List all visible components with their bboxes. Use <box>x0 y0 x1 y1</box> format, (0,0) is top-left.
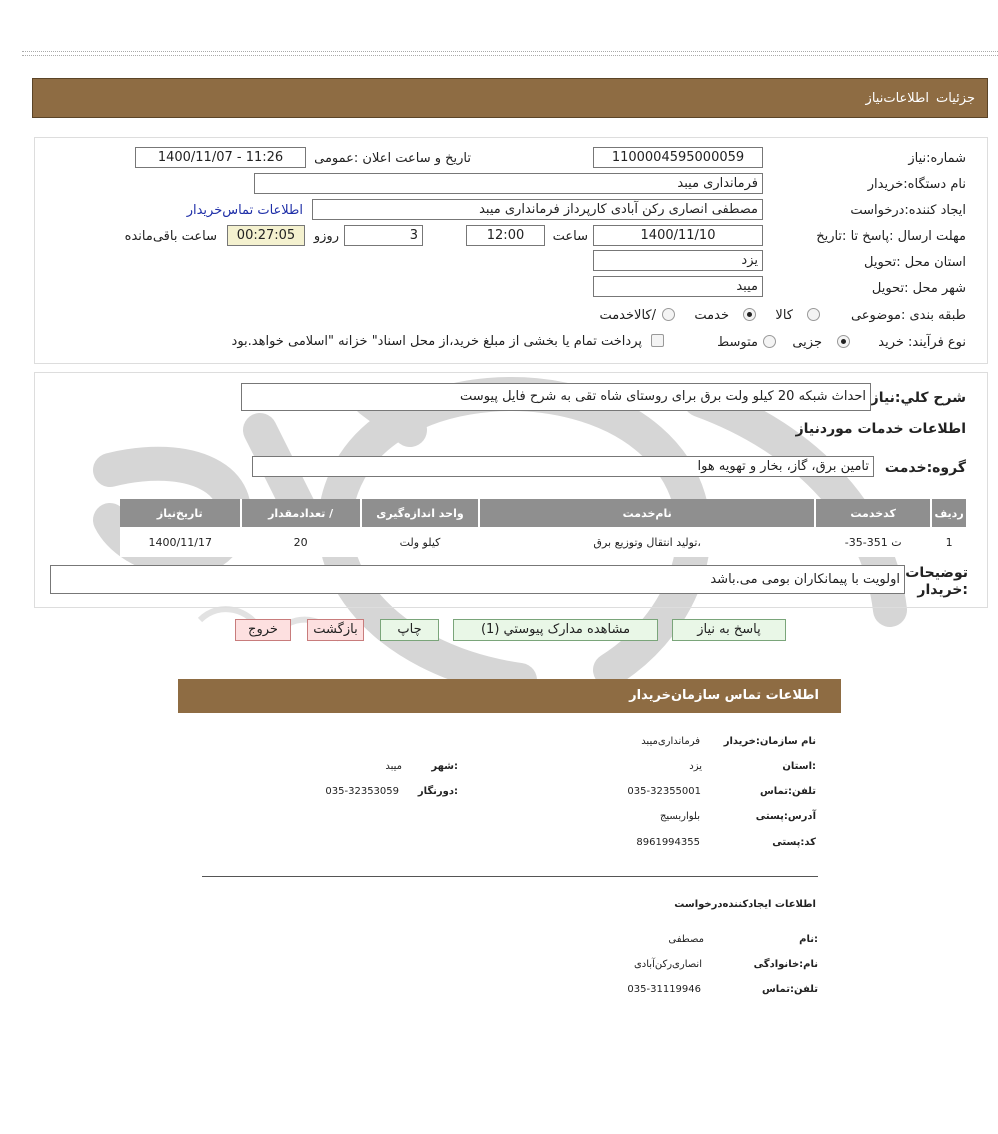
services-table-header <box>120 499 967 527</box>
category-service-radio[interactable] <box>743 308 756 321</box>
buyer-contact-title: اطلاعات تماس سازمان‌خریدار <box>629 688 819 703</box>
treasury-payment-note: پرداخت تمام یا بخشی از مبلغ خرید،از محل اسناد" خزانه "اسلامی خواهد.بود <box>231 334 642 349</box>
days-field[interactable]: 3 <box>344 225 423 246</box>
remaining-time-field: 00:27:05 <box>227 225 305 246</box>
row-service-code: ت 351-35- <box>815 527 931 557</box>
service-group-field: تامین برق، گاز، بخار و تهویه هوا <box>252 456 874 477</box>
need-number-label: شماره:نیاز <box>908 151 966 166</box>
view-attachments-button[interactable]: مشاهده مدارک پیوستي (1) <box>453 619 658 641</box>
process-minor-radio[interactable] <box>837 335 850 348</box>
treasury-payment-checkbox[interactable] <box>651 334 664 347</box>
need-info-panel <box>34 137 988 364</box>
top-divider <box>22 51 998 56</box>
creator-name-label: :نام <box>799 934 818 945</box>
category-both-label: /کالاخدمت <box>599 308 656 323</box>
print-button[interactable]: چاپ <box>380 619 439 641</box>
creator-phone-label: تلفن:تماس <box>761 984 818 995</box>
services-table <box>120 499 968 557</box>
respond-button[interactable]: پاسخ به نیاز <box>672 619 786 641</box>
contact-postal-value: 8961994355 <box>636 837 700 848</box>
row-quantity: 20 <box>241 527 361 557</box>
process-medium-radio[interactable] <box>763 335 776 348</box>
process-medium-label: متوسط <box>717 335 758 350</box>
announce-field[interactable]: 1400/11/07 - 11:26 <box>135 147 306 168</box>
tab-details[interactable]: جزئیات <box>936 91 975 106</box>
deadline-label: مهلت ارسال :پاسخ تا :تاریخ <box>816 229 966 244</box>
buyer-contact-link[interactable]: اطلاعات تماس‌خریدار <box>186 203 303 218</box>
service-group-label: گروه:خدمت <box>884 460 966 476</box>
province-label: استان محل :تحویل <box>864 255 966 270</box>
deadline-time-field[interactable]: 12:00 <box>466 225 545 246</box>
contact-city-label: :شهر <box>431 761 458 772</box>
contact-phone-label: تلفن:تماس <box>759 786 816 797</box>
contact-address-label: آدرس:پستی <box>755 811 816 822</box>
row-need-date: 1400/11/17 <box>120 527 241 557</box>
province-field[interactable]: یزد <box>593 250 763 271</box>
col-row: ردیف <box>931 499 967 527</box>
tab-need-info[interactable]: اطلاعات‌نیاز <box>865 91 929 106</box>
col-unit: واحد اندازه‌گیری <box>361 499 479 527</box>
col-service-code: کدخدمت <box>815 499 931 527</box>
category-goods-radio[interactable] <box>807 308 820 321</box>
buyer-org-field[interactable]: فرمانداری میبد <box>254 173 763 194</box>
category-goods-label: کالا <box>775 308 793 323</box>
contact-province-value: یزد <box>689 761 702 772</box>
creator-phone-value: 035-31119946 <box>627 984 701 995</box>
process-label: نوع فرآیند: خرید <box>878 335 966 350</box>
contact-city-value: میبد <box>385 761 402 772</box>
creator-name-value: مصطفی <box>668 934 704 945</box>
services-title: اطلاعات خدمات موردنیاز <box>795 421 966 437</box>
col-quantity: / تعدادمقدار <box>241 499 361 527</box>
buyer-notes-label: توضیحات :خریدار <box>905 565 968 598</box>
creator-family-value: انصاری‌رکن‌آبادی <box>633 959 702 970</box>
creator-family-label: نام:خانوادگی <box>753 959 818 970</box>
process-minor-label: جزیی <box>792 335 822 350</box>
need-number-field[interactable]: 1100004595000059 <box>593 147 763 168</box>
contact-org-value: فرمانداری‌میبد <box>641 736 700 747</box>
table-row <box>120 527 967 557</box>
announce-label: تاریخ و ساعت اعلان :عمومی <box>314 151 471 166</box>
deadline-date-field[interactable]: 1400/11/10 <box>593 225 763 246</box>
back-button[interactable]: بازگشت <box>307 619 364 641</box>
creator-field[interactable]: مصطفی انصاری رکن آبادی کارپرداز فرمانداری میبد <box>312 199 763 220</box>
contact-phone-value: 035-32355001 <box>627 786 701 797</box>
buyer-contact-header <box>178 679 841 713</box>
remaining-label: ساعت باقی‌مانده <box>124 229 217 244</box>
category-both-radio[interactable] <box>662 308 675 321</box>
days-label: روزو <box>313 229 339 244</box>
tab-bar <box>32 78 988 118</box>
row-service-name: ،تولید انتقال وتوزیع برق <box>479 527 815 557</box>
deadline-hour-label: ساعت <box>552 229 588 244</box>
contact-address-value: بلواربسیج <box>659 811 700 822</box>
col-service-name: نام‌خدمت <box>479 499 815 527</box>
buyer-notes-field: اولویت با پیمانکاران بومی می.باشد <box>50 565 905 594</box>
contact-fax-label: :دورنگار <box>417 786 458 797</box>
exit-button[interactable]: خروج <box>235 619 291 641</box>
contact-province-label: :استان <box>782 761 816 772</box>
buyer-org-label: نام دستگاه:خریدار <box>867 177 966 192</box>
category-service-label: خدمت <box>694 308 729 323</box>
contact-fax-value: 035-32353059 <box>325 786 399 797</box>
city-field[interactable]: میبد <box>593 276 763 297</box>
row-number: 1 <box>931 527 967 557</box>
contact-org-label: نام سازمان:خریدار <box>723 736 816 747</box>
section-divider <box>202 876 818 877</box>
need-description-field: احداث شبکه 20 کیلو ولت برق برای روستای شاه تقی به شرح فایل پیوست <box>241 383 871 411</box>
city-label: شهر محل :تحویل <box>871 281 966 296</box>
row-unit: کیلو ولت <box>361 527 479 557</box>
col-need-date: تاریخ‌نیاز <box>120 499 241 527</box>
creator-info-title: اطلاعات ایجادکننده‌درخواست <box>674 899 816 910</box>
creator-label: ایجاد کننده:درخواست <box>850 203 966 218</box>
category-label: طبقه بندی :موضوعی <box>850 308 966 323</box>
need-description-label: شرح کلي:نیاز <box>870 390 966 406</box>
contact-postal-label: کد:پستی <box>772 837 816 848</box>
